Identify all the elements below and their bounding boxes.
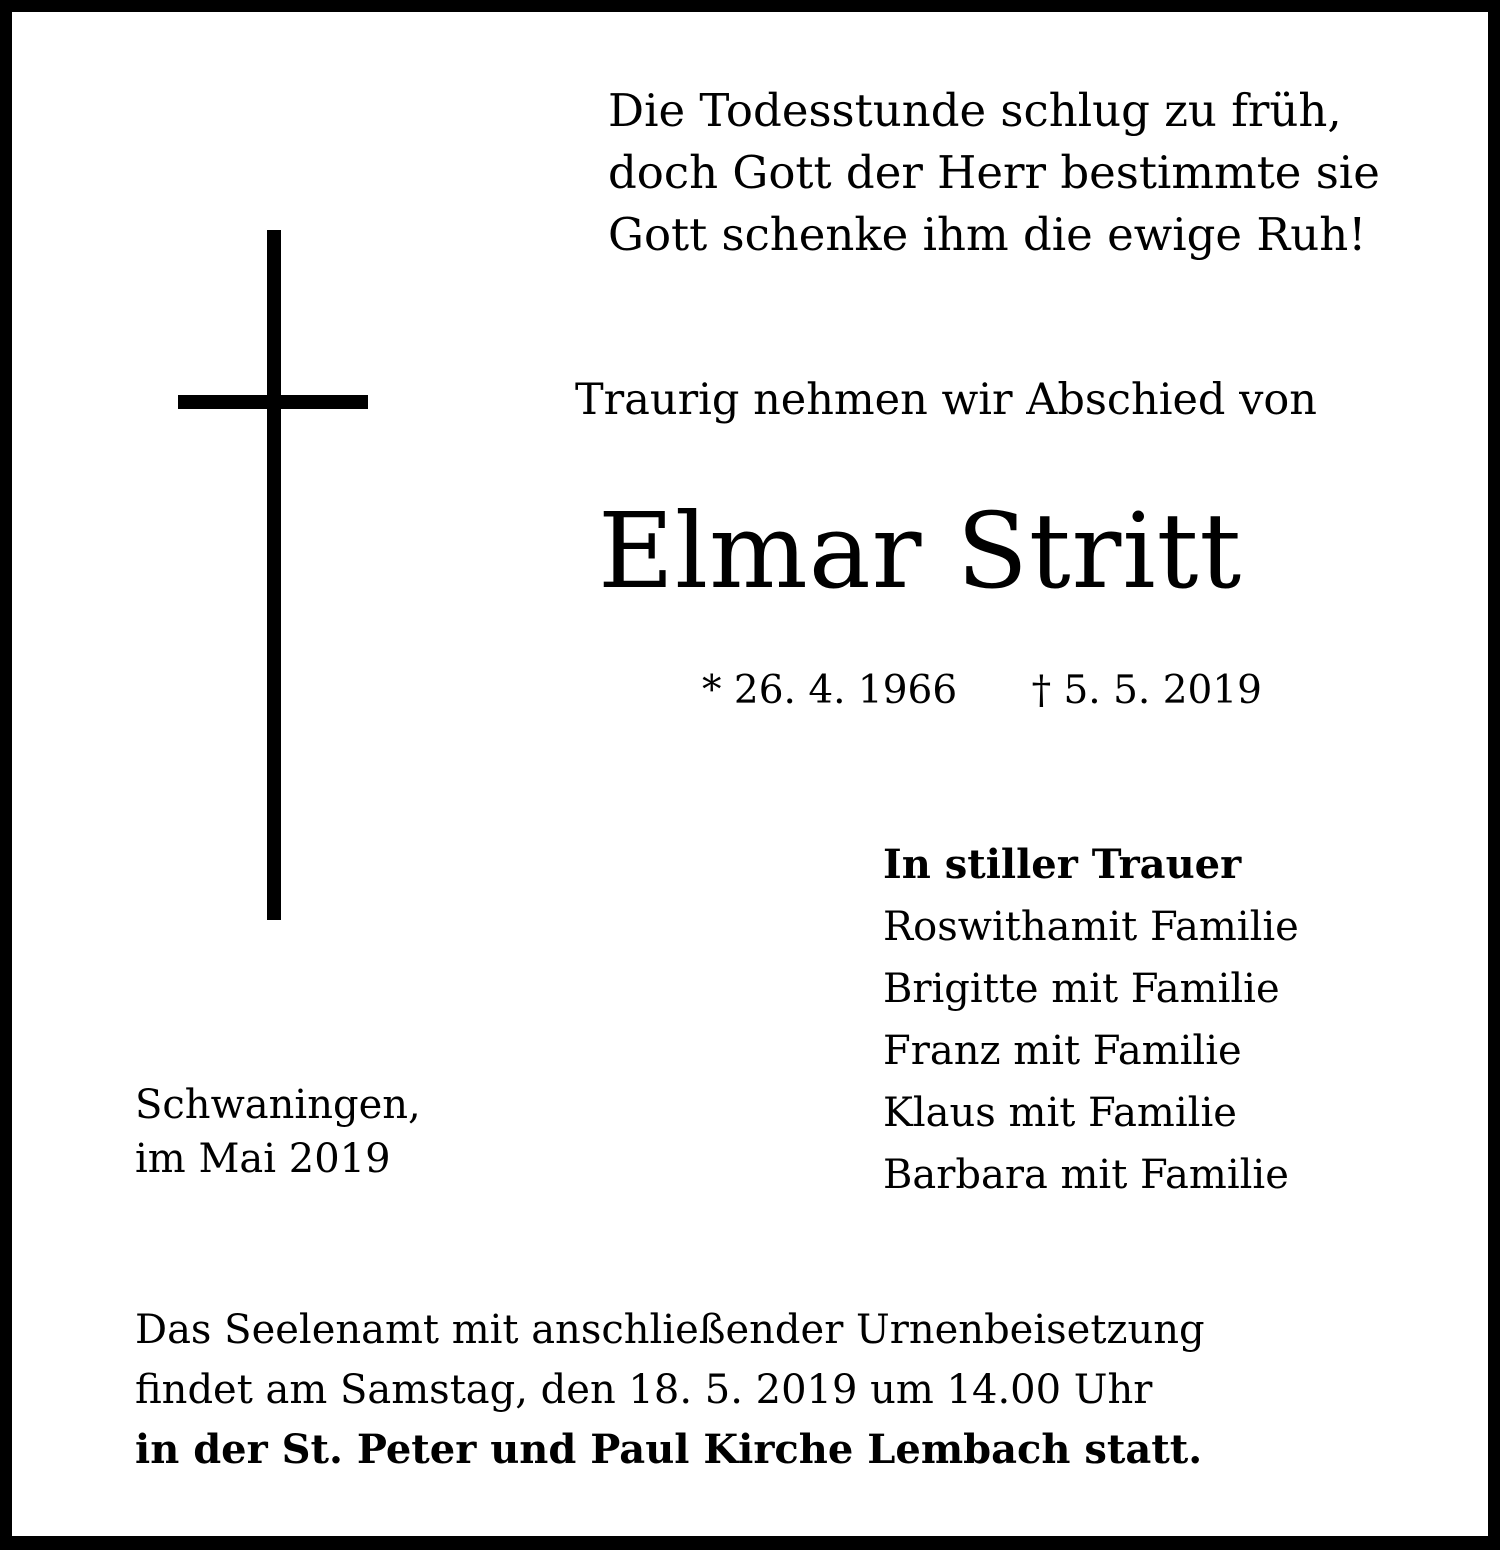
- service-line: Das Seelenamt mit anschließender Urnenbeisetzung: [135, 1307, 1205, 1353]
- mourner-entry: Franz mit Familie: [883, 1028, 1242, 1074]
- poem-line: Die Todesstunde schlug zu früh,: [608, 84, 1342, 137]
- mourner-entry: Brigitte mit Familie: [883, 966, 1280, 1012]
- deceased-name: Elmar Stritt: [598, 490, 1243, 612]
- mourner-entry: Barbara mit Familie: [883, 1152, 1289, 1198]
- poem-line: doch Gott der Herr bestimmte sie: [608, 146, 1380, 199]
- date-line: im Mai 2019: [135, 1136, 391, 1182]
- mourner-entry: Roswithamit Familie: [883, 904, 1299, 950]
- mourners-heading: In stiller Trauer: [883, 841, 1242, 888]
- poem: [608, 80, 1380, 266]
- obituary-card: [12, 12, 1488, 1536]
- service-notice: [135, 1300, 1205, 1480]
- place-line: Schwaningen,: [135, 1082, 421, 1128]
- place-and-date: [135, 1078, 421, 1186]
- poem-line: Gott schenke ihm die ewige Ruh!: [608, 208, 1367, 261]
- death-date: † 5. 5. 2019: [1031, 668, 1262, 713]
- intro-text: Traurig nehmen wir Abschied von: [575, 375, 1317, 425]
- mourners-list: [883, 834, 1299, 1206]
- cross-icon-vertical-bar: [267, 230, 281, 920]
- life-dates: [702, 668, 1262, 713]
- birth-date: * 26. 4. 1966: [702, 668, 958, 713]
- cross-icon-horizontal-bar: [178, 395, 368, 409]
- service-line: findet am Samstag, den 18. 5. 2019 um 14.00 Uhr: [135, 1367, 1153, 1413]
- mourner-entry: Klaus mit Familie: [883, 1090, 1237, 1136]
- service-location: in der St. Peter und Paul Kirche Lembach statt.: [135, 1426, 1203, 1473]
